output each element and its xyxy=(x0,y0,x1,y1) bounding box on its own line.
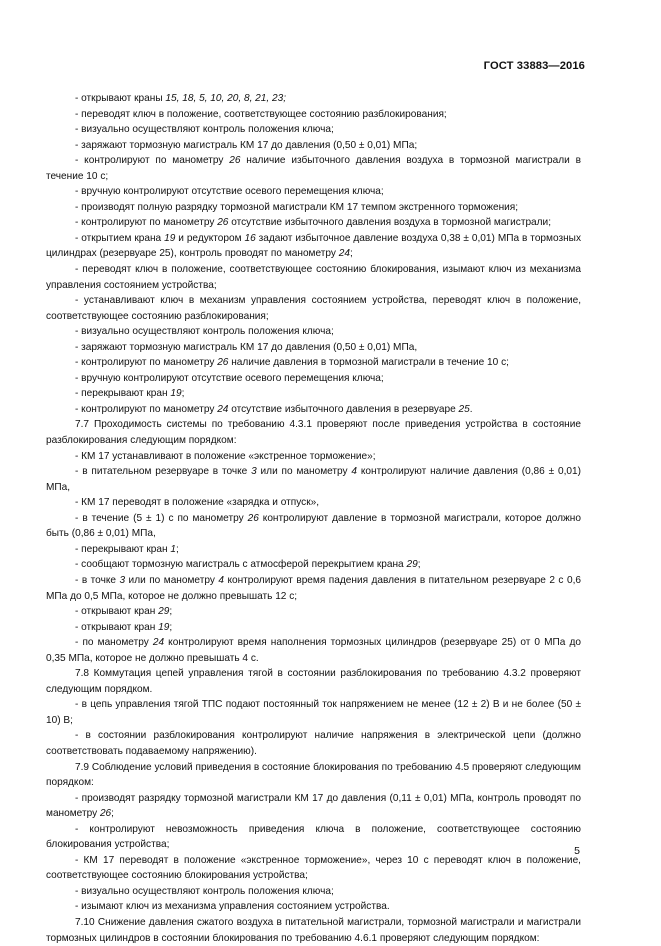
paragraph: - визуально осуществляют контроль положения ключа; xyxy=(75,885,334,897)
paragraph: - открывают кран 29; xyxy=(75,606,173,618)
paragraph: - заряжают тормозную магистраль КМ 17 до давления (0,50 ± 0,01) МПа; xyxy=(75,139,418,151)
paragraph: - контролируют по манометру 26 наличие избыточного давления воздуха в тормозной магистрали в течение 10 с; xyxy=(46,155,581,182)
paragraph: - производят разрядку тормозной магистрали КМ 17 до давления (0,11 ± 0,01) МПа, контроль проводят по манометру 26; xyxy=(46,792,581,820)
paragraph: - переводят ключ в положение, соответствующее состоянию блокирования, изымают ключ из механизма управления состоянием устройства; xyxy=(46,264,581,291)
paragraph: - открытием крана 19 и редуктором 16 задают избыточное давление воздуха 0,38 ± 0,01) МПа в тормозных цилиндрах (резервуаре 25), контроль проводят по манометру 24; xyxy=(46,232,581,260)
paragraph: - в течение (5 ± 1) с по манометру 26 контролируют давление в тормозной магистрали, которое должно быть (0,86 ± 0,01) МПа, xyxy=(46,512,581,540)
paragraph: - перекрывают кран 1; xyxy=(75,543,179,555)
paragraph: 7.10 Снижение давления сжатого воздуха в питательной магистрали, тормозной магистрали и магистрали тормозных цилиндров в состоянии блокирования по требованию 4.6.1 проверяют следующим порядком: xyxy=(46,916,581,944)
paragraph: - переводят ключ в положение, соответствующее состоянию разблокирования; xyxy=(75,108,447,120)
paragraph: - вручную контролируют отсутствие осевого перемещения ключа; xyxy=(75,372,384,384)
paragraph: 7.8 Коммутация цепей управления тягой в состоянии разблокирования по требованию 4.3.2 проверяют следующим порядком. xyxy=(46,668,581,695)
paragraph: - контролируют по манометру 26 отсутствие избыточного давления воздуха в тормозной магистрали; xyxy=(75,217,552,229)
standard-header: ГОСТ 33883—2016 xyxy=(483,60,585,72)
paragraph: - перекрывают кран 19; xyxy=(75,388,185,400)
paragraph: - визуально осуществляют контроль положения ключа; xyxy=(75,326,334,338)
paragraph: - заряжают тормозную магистраль КМ 17 до давления (0,50 ± 0,01) МПа, xyxy=(75,341,418,353)
paragraph: - контролируют невозможность приведения ключа в положение, соответствующее состоянию блокирования устройства; xyxy=(46,823,581,851)
paragraph: - сообщают тормозную магистраль с атмосферой перекрытием крана 29; xyxy=(75,559,421,571)
paragraph: - КМ 17 переводят в положение «экстренное торможение», через 10 с переводят ключ в положение, соответствующее состоянию блокирования устройства; xyxy=(46,854,581,882)
paragraph: - в точке 3 или по манометру 4 контролируют время падения давления в питательном резервуаре 2 с 0,6 МПа до 0,5 МПа, которое не должно превышать 12 с; xyxy=(46,574,581,602)
paragraph: - открывают кран 19; xyxy=(75,621,173,633)
paragraph: - визуально осуществляют контроль положения ключа; xyxy=(75,124,334,136)
page-number: 5 xyxy=(574,845,580,857)
paragraph: - устанавливают ключ в механизм управления состоянием устройства, переводят ключ в положение, соответствующее состоянию разблокирования; xyxy=(46,295,581,322)
paragraph: - в состоянии разблокирования контролируют наличие напряжения в электрической цепи (должно соответствовать подаваемому напряжению). xyxy=(46,730,581,757)
paragraph: - в цепь управления тягой ТПС подают постоянный ток напряжением не менее (12 ± 2) В и не более (50 ± 10) В; xyxy=(46,699,581,726)
paragraph: - в питательном резервуаре в точке 3 или по манометру 4 контролируют наличие давления (0,86 ± 0,01) МПа, xyxy=(46,466,581,493)
paragraph: - контролируют по манометру 24 отсутствие избыточного давления в резервуаре 25. xyxy=(75,403,473,415)
paragraph: - по манометру 24 контролируют время наполнения тормозных цилиндров (резервуаре 25) от 0 МПа до 0,35 МПа, которое не должно превышать 4 с. xyxy=(46,637,581,664)
paragraph: - КМ 17 переводят в положение «зарядка и отпуск», xyxy=(75,497,320,509)
paragraph: - контролируют по манометру 26 наличие давления в тормозной магистрали в течение 10 с; xyxy=(75,357,509,369)
paragraph: 7.9 Соблюдение условий приведения в состояние блокирования по требованию 4.5 проверяют следующим порядком: xyxy=(46,761,581,789)
paragraph: - КМ 17 устанавливают в положение «экстренное торможение»; xyxy=(75,450,376,462)
paragraph: 7.7 Проходимость системы по требованию 4.3.1 проверяют после приведения устройства в состояние разблокирования следующим порядком: xyxy=(46,419,581,447)
document-body xyxy=(46,91,581,946)
paragraph: - вручную контролируют отсутствие осевого перемещения ключа; xyxy=(75,186,384,198)
paragraph: - изымают ключ из механизма управления состоянием устройства. xyxy=(75,901,390,913)
paragraph: - производят полную разрядку тормозной магистрали КМ 17 темпом экстренного торможения; xyxy=(75,201,519,213)
paragraph: - открывают краны 15, 18, 5, 10, 20, 8, 21, 23; xyxy=(75,93,287,104)
